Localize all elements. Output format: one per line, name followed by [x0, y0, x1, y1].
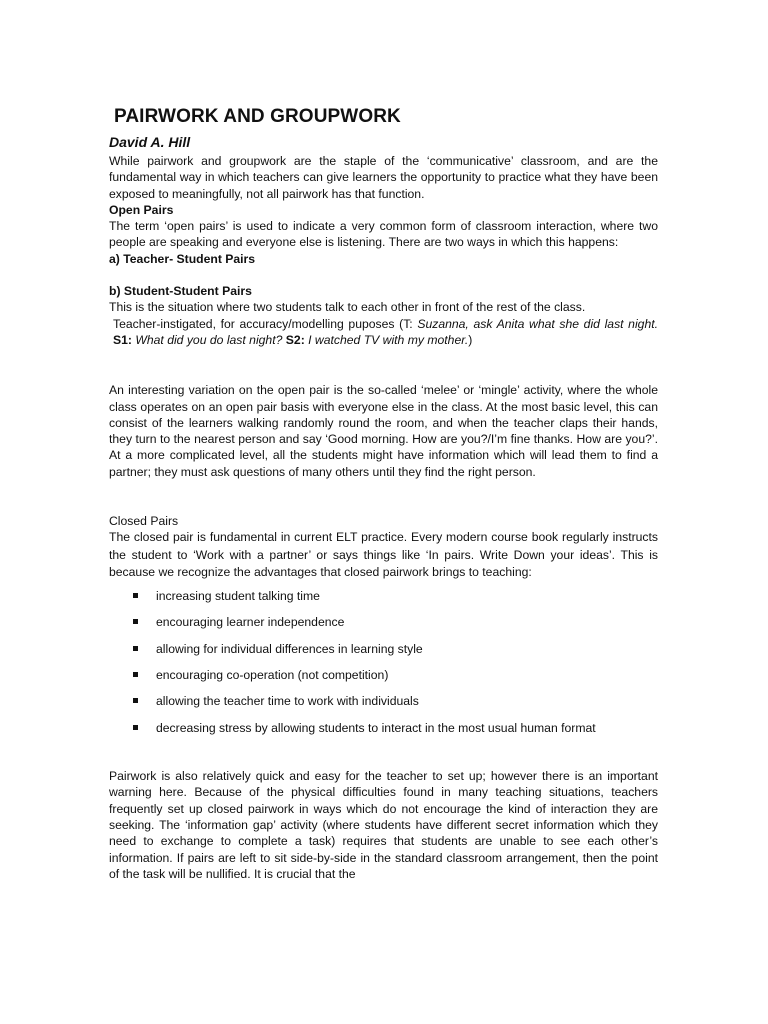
student-student-description: This is the situation where two students talk to each other in front of the rest of the class. [109, 300, 586, 315]
bullet-icon [133, 725, 138, 730]
teacher-student-pairs-item [109, 251, 658, 267]
item-b-text: Student-Student Pairs [123, 284, 252, 299]
speaker-s2-text: I watched TV with my mother. [308, 332, 469, 347]
list-item: increasing student talking time [109, 588, 658, 614]
list-item: decreasing stress by allowing students to interact in the most usual human format [109, 720, 658, 746]
bullet-icon [133, 646, 138, 651]
bullet-icon [133, 593, 138, 598]
list-item: encouraging learner independence [109, 614, 658, 640]
closed-pairs-heading: Closed Pairs [109, 514, 179, 529]
speaker-s1-label: S1: [113, 332, 132, 347]
advantages-list [109, 588, 658, 746]
example-lead: Teacher-instigated, for accuracy/modelling puposes (T: [113, 316, 418, 331]
closed-pairs-section [109, 513, 658, 582]
example-teacher-prompt: Suzanna, ask Anita what she did last night. [417, 316, 658, 331]
author-name: David A. Hill [109, 134, 191, 150]
item-b-label: b) [109, 284, 121, 299]
intro-paragraph: While pairwork and groupwork are the staple of the ‘communicative’ classroom, and are the fundamental way in which teachers can give learners the opportunity to practice what they have been exposed to meaningfully, not all pairwork has that function. [109, 154, 658, 201]
speaker-s1-text: What did you do last night? [135, 332, 283, 347]
student-student-pairs-item [109, 283, 658, 299]
list-item: encouraging co-operation (not competition) [109, 667, 658, 693]
item-a-label: a) [109, 251, 120, 266]
bullet-icon [133, 698, 138, 703]
melee-paragraph: An interesting variation on the open pair is the so-called ‘melee’ or ‘mingle’ activity, where the whole class operates on an open pair basis with everyone else in the class. At the most basic level, this can consist of the learners walking randomly round the room, and when the teacher claps their hands, they turn to the nearest person and say ‘Good morning. How are you?/I’m fine thanks. How are you?’. At a more complicated level, all the students might have information which will lead them to find a partner; they must ask questions of many others until they find the right person. [109, 383, 658, 479]
example-close: ) [468, 332, 473, 347]
example-dialogue [109, 316, 658, 349]
item-a-text: Teacher- Student Pairs [123, 251, 256, 266]
setup-paragraph: Pairwork is also relatively quick and easy for the teacher to set up; however there is an important warning here. Because of the physical difficulties found in many teaching situations, teachers frequently set up closed pairwork in ways which do not encourage the kind of interaction they are seeking. The ‘information gap’ activity (where students have different secret information which they need to exchange to complete a task) requires that students are unable to see each other’s information. If pairs are left to sit side-by-side in the standard classroom arrangement, then the point of the task will be nullified. It is crucial that the [109, 769, 658, 881]
closed-pairs-paragraph: The closed pair is fundamental in current ELT practice. Every modern course book regularly instructs the student to ‘Work with a partner’ or says things like ‘In pairs. Write Down your ideas’. This is because we recognize the advantages that closed pairwork brings to teaching: [109, 530, 658, 580]
bullet-icon [133, 672, 138, 677]
bullet-icon [133, 619, 138, 624]
speaker-s2-label: S2: [285, 332, 305, 347]
document-page [109, 104, 658, 882]
open-pairs-heading: Open Pairs [109, 202, 174, 217]
open-pairs-paragraph: The term ‘open pairs’ is used to indicate a very common form of classroom interaction, where two people are speaking and everyone else is listening. There are two ways in which this happens: [109, 219, 658, 250]
list-item: allowing the teacher time to work with individuals [109, 693, 658, 719]
list-item: allowing for individual differences in learning style [109, 641, 658, 667]
document-title: PAIRWORK AND GROUPWORK [114, 106, 401, 127]
